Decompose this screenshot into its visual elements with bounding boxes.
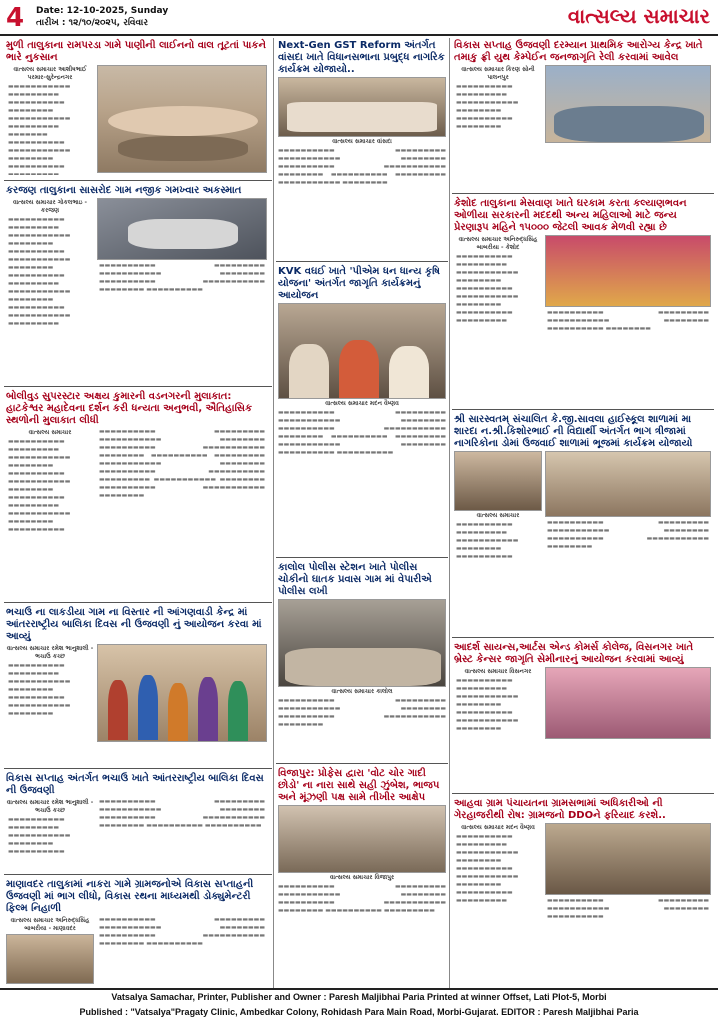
- story-body: ▬▬▬▬▬▬▬▬▬▬ ▬▬▬▬▬▬▬▬▬ ▬▬▬▬▬▬▬▬▬▬▬ ▬▬▬▬▬▬▬▬ ▬▬▬▬▬▬▬▬▬▬ ▬▬▬▬▬▬▬▬▬▬▬ ▬▬▬▬▬▬▬▬: [456, 677, 519, 732]
- date-gujarati: તારીખ : ૧૨/૧૦/૨૦૨૫, રવિવાર: [36, 18, 148, 28]
- story-headline: બોલીવુડ સુપરસ્ટાર અક્ષય કુમારની વડનગરની મુલાકાત: હાટકેશ્વર મહાદેવના દર્શન કરી ધન્યતા અનુભવી, ઐતિહાસિક સ્થળોની મુલાકાત લીધી: [6, 391, 253, 426]
- story-byline: વાત્સલ્ય સમાચાર: [476, 512, 520, 519]
- masthead-logo: વાત્સલ્ય સમાચાર: [567, 4, 710, 28]
- story-body: ▬▬▬▬▬▬▬▬▬▬▬ ▬▬▬▬▬▬▬▬▬ ▬▬▬▬▬▬▬▬▬▬ ▬▬▬▬▬▬▬▬ ▬▬▬▬▬▬▬▬▬▬▬ ▬▬▬▬▬▬▬▬▬ ▬▬▬▬▬▬▬ ▬▬▬▬▬▬▬▬▬▬ ▬▬▬▬▬▬▬▬▬▬▬ ▬▬▬▬▬▬▬▬ ▬▬▬▬▬▬▬▬▬▬ ▬▬▬▬▬▬▬▬▬: [8, 83, 71, 175]
- story-divider: [4, 874, 272, 875]
- column-1: [4, 38, 272, 988]
- story-divider: [4, 602, 272, 603]
- students-photo: [545, 451, 711, 517]
- story-byline: વાત્સલ્ય સમાચાર અનિરુદ્ધસિંહ બાબરીયા - કેશોદ: [458, 236, 538, 251]
- story-headline: આદર્શ સાયન્સ,આર્ટસ એન્ડ કોમર્સ કોલેજ, વિસનગર ખાતે બ્રેસ્ટ કેન્સર જાગૃતિ સેમીનારનું આયોજન કરવામાં આવ્યું: [454, 642, 694, 665]
- kvk-event-photo: [278, 303, 446, 399]
- story-body: ▬▬▬▬▬▬▬▬▬▬ ▬▬▬▬▬▬▬▬▬ ▬▬▬▬▬▬▬▬▬▬▬ ▬▬▬▬▬▬▬▬ ▬▬▬▬▬▬▬▬▬▬ ▬▬▬▬▬▬▬▬▬▬▬ ▬▬▬▬▬▬▬▬ ▬▬▬▬▬▬▬▬▬▬ ▬▬▬▬▬▬▬▬▬: [456, 253, 519, 324]
- story-6: [4, 877, 272, 987]
- story-15: [452, 796, 714, 986]
- story-byline: વાત્સલ્ય સમાચાર મદન વૈષ્ણવ: [325, 400, 399, 407]
- story-body: ▬▬▬▬▬▬▬▬▬▬ ▬▬▬▬▬▬▬▬▬ ▬▬▬▬▬▬▬▬▬▬▬ ▬▬▬▬▬▬▬▬ ▬▬▬▬▬▬▬▬▬▬ ▬▬▬▬▬▬▬▬: [547, 309, 709, 332]
- signature-campaign-photo: [278, 805, 446, 873]
- story-body: ▬▬▬▬▬▬▬▬▬▬ ▬▬▬▬▬▬▬▬▬ ▬▬▬▬▬▬▬▬▬▬▬ ▬▬▬▬▬▬▬▬ ▬▬▬▬▬▬▬▬▬▬: [456, 521, 519, 560]
- story-headline: Next-Gen GST Reform અંતર્ગત વાંસદા ખાતે વિધાનસભાના પ્રબુદ્ધ નાગરિક કાર્યક્રમ યોજાયો..: [278, 40, 445, 75]
- story-divider: [4, 386, 272, 387]
- story-10: [276, 766, 448, 986]
- story-headline: વિજાપુર: પ્રોફેસ દ્વારા 'વોટ ચોર ગાદી છોડો' ના નારા સાથે સહી ઝુંબેશ, ભાજપ અને મૂંઝણી પક્ષ સામે તીખીર આક્ષેપ: [278, 768, 440, 803]
- column-2: [276, 38, 448, 988]
- story-body: ▬▬▬▬▬▬▬▬▬▬ ▬▬▬▬▬▬▬▬▬ ▬▬▬▬▬▬▬▬▬▬▬ ▬▬▬▬▬▬▬▬ ▬▬▬▬▬▬▬▬▬▬ ▬▬▬▬▬▬▬▬: [456, 83, 519, 130]
- seminar-photo: [545, 667, 711, 739]
- story-body: ▬▬▬▬▬▬▬▬▬▬ ▬▬▬▬▬▬▬▬▬ ▬▬▬▬▬▬▬▬▬▬▬ ▬▬▬▬▬▬▬▬ ▬▬▬▬▬▬▬▬▬▬ ▬▬▬▬▬▬▬▬▬▬▬ ▬▬▬▬▬▬▬▬ ▬▬▬▬▬▬▬▬▬▬ ▬▬▬▬▬▬▬▬▬ ▬▬▬▬▬▬▬▬▬▬▬ ▬▬▬▬▬▬▬▬ ▬▬▬▬▬▬▬▬▬▬: [8, 438, 71, 533]
- page-number: 4: [6, 3, 25, 33]
- story-headline: ભચાઉ ના લાકડીયા ગામ ના વિસ્તાર ની આંગણવાડી કેન્દ્ર માં આંતરરાષ્ટ્રીય બાલિકા દિવસ ની ઉજવણી નું આયોજન કરવા માં આવ્યું: [6, 607, 262, 642]
- story-divider: [452, 409, 714, 410]
- gramsabha-photo: [545, 823, 711, 895]
- story-8: [276, 264, 448, 554]
- story-headline: માણાવદર તાલુકામાં નાકરા ગામે ગ્રામજનોએ વિકાસ સપ્તાહની ઉજવણી માં ભાગ લીધો, વિકાસ રથના માધ્યમથી ડોક્યુમેન્ટરી ફિલ્મ નિહાળી: [6, 879, 254, 914]
- story-2: [4, 183, 272, 383]
- story-body: ▬▬▬▬▬▬▬▬▬▬ ▬▬▬▬▬▬▬▬▬ ▬▬▬▬▬▬▬▬▬▬▬ ▬▬▬▬▬▬▬▬ ▬▬▬▬▬▬▬▬▬▬ ▬▬▬▬▬▬▬▬▬▬▬ ▬▬▬▬▬▬▬▬ ▬▬▬▬▬▬▬▬▬▬: [99, 262, 265, 293]
- story-body: ▬▬▬▬▬▬▬▬▬▬ ▬▬▬▬▬▬▬▬▬ ▬▬▬▬▬▬▬▬▬▬▬ ▬▬▬▬▬▬▬▬ ▬▬▬▬▬▬▬▬▬▬ ▬▬▬▬▬▬▬▬▬▬▬ ▬▬▬▬▬▬▬▬ ▬▬▬▬▬▬▬▬▬▬ ▬▬▬▬▬▬▬▬▬: [278, 883, 446, 914]
- police-meeting-photo: [278, 599, 446, 687]
- women-group-photo: [545, 235, 711, 307]
- gst-event-photo: [278, 77, 446, 137]
- story-headline: મુળી તાલુકાના રામપરડા ગામે પાણીની લાઈનનો વાલ તૂટતાં પાકને ભારે નુકસાન: [6, 40, 266, 63]
- story-byline: વાત્સલ્ય સમાચાર મદન વૈષ્ણવ: [461, 824, 535, 831]
- story-body: ▬▬▬▬▬▬▬▬▬▬ ▬▬▬▬▬▬▬▬▬ ▬▬▬▬▬▬▬▬▬▬▬ ▬▬▬▬▬▬▬▬ ▬▬▬▬▬▬▬▬▬▬ ▬▬▬▬▬▬▬▬▬▬▬ ▬▬▬▬▬▬▬▬ ▬▬▬▬▬▬▬▬▬▬ ▬▬▬▬▬▬▬▬▬ ▬▬▬▬▬▬▬▬▬▬▬ ▬▬▬▬▬▬▬▬ ▬▬▬▬▬▬▬▬▬▬ ▬▬▬▬▬▬▬▬▬▬ ▬▬▬▬▬▬▬▬▬ ▬▬▬▬▬▬▬▬▬▬▬ ▬▬▬▬▬▬▬▬ ▬▬▬▬▬▬▬▬▬▬ ▬▬▬▬▬▬▬▬▬▬▬ ▬▬▬▬▬▬▬▬: [99, 428, 265, 499]
- story-body: ▬▬▬▬▬▬▬▬▬▬ ▬▬▬▬▬▬▬▬▬ ▬▬▬▬▬▬▬▬▬▬▬ ▬▬▬▬▬▬▬▬ ▬▬▬▬▬▬▬▬▬▬: [8, 816, 71, 855]
- story-headline: વિકાસ સપ્તાહ ઉજવણી દરમ્યાન પ્રાથમિક આરોગ્ય કેન્દ્ર ખાતે તમાકુ ફ્રી યુથ કેમ્પેઈન જનજાગૃતિ રેલી કરવામાં આવેલ: [454, 40, 703, 63]
- story-divider: [452, 637, 714, 638]
- footer-line-1: Vatsalya Samachar, Printer, Publisher and Owner : Paresh Maljibhai Paria Printed at winner Offset, Lati Plot-5, Morbi: [111, 992, 607, 1002]
- story-photo: [97, 65, 267, 173]
- story-1: [4, 38, 272, 178]
- story-3: [4, 389, 272, 599]
- story-body: ▬▬▬▬▬▬▬▬▬▬ ▬▬▬▬▬▬▬▬▬ ▬▬▬▬▬▬▬▬▬▬▬ ▬▬▬▬▬▬▬▬ ▬▬▬▬▬▬▬▬▬▬ ▬▬▬▬▬▬▬▬▬▬▬ ▬▬▬▬▬▬▬▬: [278, 697, 446, 728]
- story-7: [276, 38, 448, 258]
- story-9: [276, 560, 448, 760]
- page-header: [0, 0, 718, 36]
- story-divider: [276, 763, 448, 764]
- story-divider: [4, 768, 272, 769]
- story-divider: [452, 793, 714, 794]
- story-12: [452, 196, 714, 406]
- story-4: [4, 605, 272, 765]
- story-byline: વાત્સલ્ય સમાચાર વિસનગર: [464, 668, 532, 675]
- story-headline: આહવા ગ્રામ પંચાયતના ગ્રામસભામાં અધિકારીઓ ની ગેરહાજરીથી રોષ: ગ્રામજનો DDOને ફરિયાદ કરશે..: [454, 798, 666, 821]
- column-divider: [273, 38, 274, 988]
- story-byline: વાત્સલ્ય સમાચાર રમેશ ભાનુશાલી - ભચાઉ કચ્છ: [6, 645, 94, 660]
- story-body: ▬▬▬▬▬▬▬▬▬▬ ▬▬▬▬▬▬▬▬▬ ▬▬▬▬▬▬▬▬▬▬▬ ▬▬▬▬▬▬▬▬ ▬▬▬▬▬▬▬▬▬▬ ▬▬▬▬▬▬▬▬▬▬▬ ▬▬▬▬▬▬▬▬ ▬▬▬▬▬▬▬▬▬▬ ▬▬▬▬▬▬▬▬▬ ▬▬▬▬▬▬▬▬▬▬▬ ▬▬▬▬▬▬▬▬ ▬▬▬▬▬▬▬▬▬▬ ▬▬▬▬▬▬▬▬▬▬: [278, 409, 446, 456]
- page-footer: [0, 988, 718, 1024]
- footer-line-2: Published : "Vatsalya"Pragaty Clinic, Ambedkar Colony, Rohidash Para Main Road, Morbi-Gujarat. EDITOR : Paresh Maljibhai Paria: [79, 1007, 639, 1017]
- story-body: ▬▬▬▬▬▬▬▬▬▬ ▬▬▬▬▬▬▬▬▬ ▬▬▬▬▬▬▬▬▬▬▬ ▬▬▬▬▬▬▬▬ ▬▬▬▬▬▬▬▬▬▬: [547, 897, 709, 920]
- story-byline: વાત્સલ્ય સમાચાર વાંસદા: [332, 138, 392, 145]
- story-headline: વિકાસ સપ્તાહ અંતર્ગત ભચાઉ ખાતે આંતરરાષ્ટ્રીય બાલિકા દિવસ ની ઉજવણી: [6, 773, 264, 796]
- village-photo: [6, 934, 94, 984]
- story-body: ▬▬▬▬▬▬▬▬▬▬ ▬▬▬▬▬▬▬▬▬ ▬▬▬▬▬▬▬▬▬▬▬ ▬▬▬▬▬▬▬▬ ▬▬▬▬▬▬▬▬▬▬ ▬▬▬▬▬▬▬▬▬▬▬ ▬▬▬▬▬▬▬▬ ▬▬▬▬▬▬▬▬▬▬: [99, 916, 265, 947]
- school-photo: [454, 451, 542, 511]
- story-11: [452, 38, 714, 190]
- story-byline: વાત્સલ્ય સમાચાર કાલોલ: [331, 688, 393, 695]
- story-body: ▬▬▬▬▬▬▬▬▬▬ ▬▬▬▬▬▬▬▬▬ ▬▬▬▬▬▬▬▬▬▬▬ ▬▬▬▬▬▬▬▬ ▬▬▬▬▬▬▬▬▬▬ ▬▬▬▬▬▬▬▬▬▬▬ ▬▬▬▬▬▬▬▬ ▬▬▬▬▬▬▬▬▬▬ ▬▬▬▬▬▬▬▬▬: [456, 833, 519, 904]
- story-byline: વાત્સલ્ય સમાચાર અનિરુદ્ધસિંહ બાબરીયા - માણાવદર: [10, 917, 90, 932]
- date-block: [36, 5, 168, 29]
- story-byline: વાત્સલ્ય સમાચાર ગોકલભાઇ - કરજણ: [12, 199, 88, 214]
- story-body: ▬▬▬▬▬▬▬▬▬▬ ▬▬▬▬▬▬▬▬▬ ▬▬▬▬▬▬▬▬▬▬▬ ▬▬▬▬▬▬▬▬ ▬▬▬▬▬▬▬▬▬▬ ▬▬▬▬▬▬▬▬▬▬▬ ▬▬▬▬▬▬▬▬ ▬▬▬▬▬▬▬▬▬▬ ▬▬▬▬▬▬▬▬▬▬: [99, 798, 265, 829]
- story-14: [452, 640, 714, 790]
- accident-photo: [97, 198, 267, 260]
- story-byline: વાત્સલ્ય સમાચાર વિજાપુર: [329, 874, 395, 881]
- story-13: [452, 412, 714, 634]
- column-3: [452, 38, 714, 988]
- column-divider: [449, 38, 450, 988]
- story-divider: [276, 557, 448, 558]
- story-divider: [4, 180, 272, 181]
- story-byline: વાત્સલ્ય સમાચાર: [28, 429, 72, 436]
- story-headline: કાલોલ પોલીસ સ્ટેશન ખાતે પોલીસ ચોકીનો ઘાતક પ્રવાસ ગામ માં વેપારીએ પોલીસ લખી: [278, 562, 432, 597]
- rally-photo: [545, 65, 711, 143]
- story-body: ▬▬▬▬▬▬▬▬▬▬ ▬▬▬▬▬▬▬▬▬ ▬▬▬▬▬▬▬▬▬▬▬ ▬▬▬▬▬▬▬▬ ▬▬▬▬▬▬▬▬▬▬ ▬▬▬▬▬▬▬▬▬▬▬ ▬▬▬▬▬▬▬▬: [547, 519, 709, 550]
- story-headline: કરજણ તાલુકાના સાસરોદ ગામ નજીક ગમખ્વાર અકસ્માત: [6, 185, 242, 196]
- story-headline: KVK વઘઈ ખાતે 'પીએમ ધન ધાન્ય કૃષિ યોજના' અંતર્ગત જાગૃતિ કાર્યક્રમનું આયોજન: [278, 266, 440, 301]
- story-divider: [276, 261, 448, 262]
- story-body: ▬▬▬▬▬▬▬▬▬▬ ▬▬▬▬▬▬▬▬▬ ▬▬▬▬▬▬▬▬▬▬▬ ▬▬▬▬▬▬▬▬ ▬▬▬▬▬▬▬▬▬▬ ▬▬▬▬▬▬▬▬▬▬▬ ▬▬▬▬▬▬▬▬ ▬▬▬▬▬▬▬▬▬▬ ▬▬▬▬▬▬▬▬▬ ▬▬▬▬▬▬▬▬▬▬▬ ▬▬▬▬▬▬▬▬: [278, 147, 446, 186]
- story-headline: કેશોદ તાલુકાના મેસવાણ ખાતે ઘરકામ કરતા કલ્યાણભવન ઓળીયા સરકારની મદદથી અન્ય મહિલાઓ માટે જન્ય પ્રેરણારૂપ મહિને ૧૫૦૦૦ જેટલી આવક મેળવી રહ્યા છે: [454, 198, 687, 233]
- story-5: [4, 771, 272, 871]
- story-headline: શ્રી સારસ્વતમ્ સંચાલિત કે.જી.સાવલા હાઈસ્કૂલ શાળામાં મા શારદા ન.શ્રી.કિશોરભાઈ ની વિદ્યાર્થી અંતર્ગત ભાગ ત્રીજામાં નાગરિકોના ડોમાં ઉજવાઈ શાળામાં ભૂજમાં કાર્યક્રમ યોજાયો: [454, 414, 693, 449]
- story-body: ▬▬▬▬▬▬▬▬▬▬ ▬▬▬▬▬▬▬▬▬ ▬▬▬▬▬▬▬▬▬▬▬ ▬▬▬▬▬▬▬▬ ▬▬▬▬▬▬▬▬▬▬ ▬▬▬▬▬▬▬▬▬▬▬ ▬▬▬▬▬▬▬▬ ▬▬▬▬▬▬▬▬▬▬ ▬▬▬▬▬▬▬▬▬ ▬▬▬▬▬▬▬▬▬▬▬ ▬▬▬▬▬▬▬▬ ▬▬▬▬▬▬▬▬▬▬ ▬▬▬▬▬▬▬▬▬▬▬ ▬▬▬▬▬▬▬▬▬: [8, 216, 71, 327]
- story-body: ▬▬▬▬▬▬▬▬▬▬ ▬▬▬▬▬▬▬▬▬ ▬▬▬▬▬▬▬▬▬▬▬ ▬▬▬▬▬▬▬▬ ▬▬▬▬▬▬▬▬▬▬ ▬▬▬▬▬▬▬▬▬▬▬ ▬▬▬▬▬▬▬▬: [8, 662, 71, 717]
- anganwadi-photo: [97, 644, 267, 742]
- story-divider: [452, 193, 714, 194]
- story-byline: વાત્સલ્ય સમાચાર રમેશ ભાનુશાલી - ભચાઉ કચ્છ: [6, 799, 94, 814]
- story-byline: વાત્સલ્ય સમાચાર કિરણ સોની પાલનપુર: [461, 66, 535, 81]
- story-byline: વાત્સલ્ય સમાચાર આશીષભાઈ પરમાર-સુરેન્દ્રનગર: [13, 66, 87, 81]
- date-english: Date: 12-10-2025, Sunday: [36, 6, 169, 16]
